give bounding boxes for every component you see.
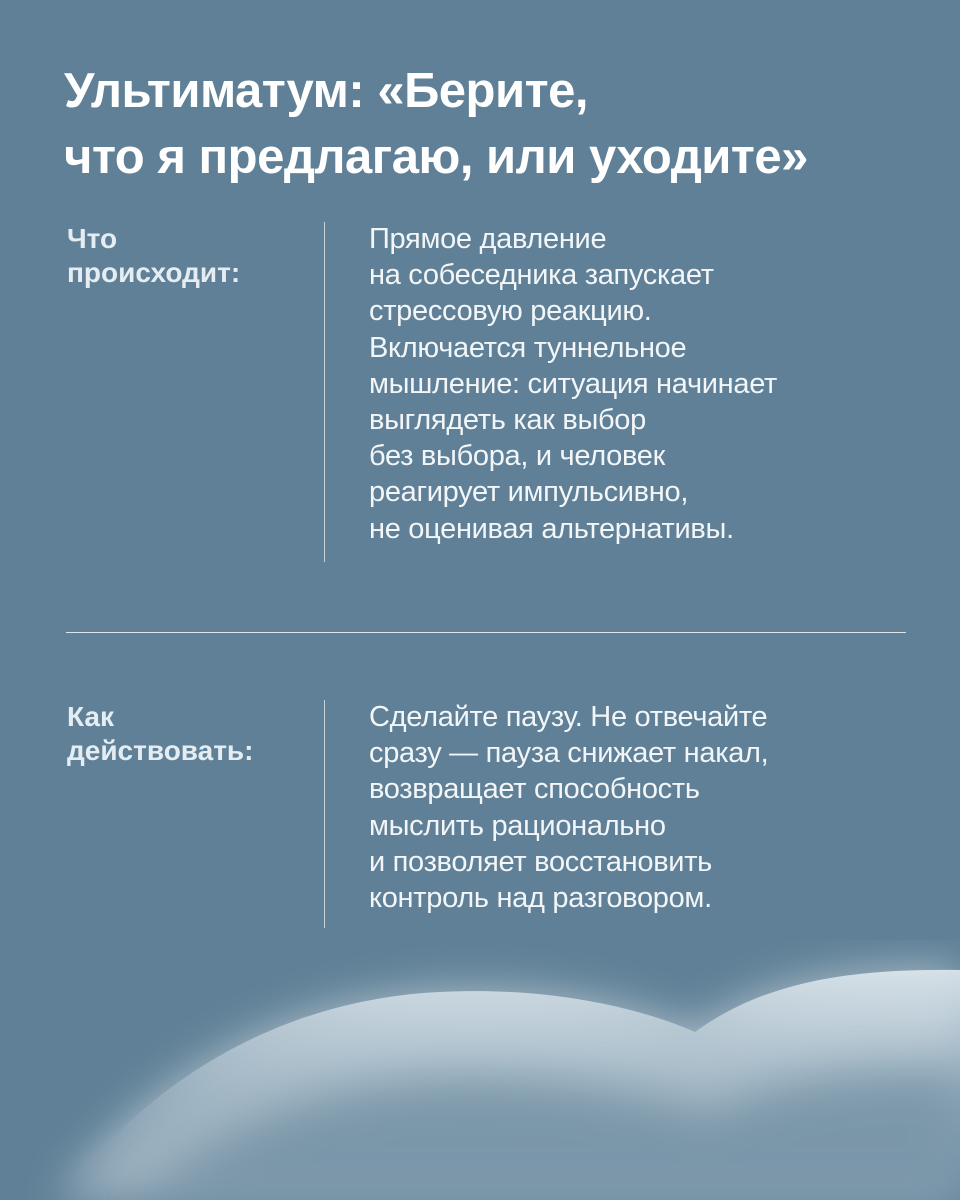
- label-line: действовать:: [67, 735, 254, 766]
- text-line: возвращает способность: [369, 773, 700, 806]
- text-line: без выбора, и человек: [369, 440, 665, 473]
- text-line: Включается туннельное: [369, 331, 687, 364]
- title-line-2: что я предлагаю, или уходите»: [64, 130, 808, 184]
- label-line: происходит:: [67, 257, 241, 288]
- text-line: реагирует импульсивно,: [369, 476, 689, 509]
- vertical-divider: [324, 700, 325, 928]
- text-line: мыслить рационально: [369, 809, 666, 842]
- text-line: выглядеть как выбор: [369, 404, 646, 437]
- horizontal-divider: [66, 632, 906, 633]
- page-title: [64, 58, 924, 190]
- text-line: на собеседника запускает: [369, 259, 714, 292]
- decorative-cloud-shape: [0, 940, 960, 1200]
- section-text: [369, 699, 929, 916]
- section-text: [369, 221, 929, 547]
- title-line-1: Ультиматум: «Берите,: [64, 64, 588, 118]
- label-line: Как: [67, 701, 115, 732]
- text-line: Прямое давление: [369, 223, 607, 255]
- section-label: [67, 700, 307, 768]
- text-line: не оценивая альтернативы.: [369, 512, 734, 545]
- text-line: Сделайте паузу. Не отвечайте: [369, 701, 768, 733]
- text-line: стрессовую реакцию.: [369, 295, 652, 328]
- section-label: [67, 222, 307, 290]
- text-line: мышление: ситуация начинает: [369, 367, 778, 400]
- text-line: и позволяет восстановить: [369, 845, 712, 878]
- label-line: Что: [67, 223, 118, 254]
- text-line: сразу — пауза снижает накал,: [369, 737, 769, 770]
- vertical-divider: [324, 222, 325, 562]
- text-line: контроль над разговором.: [369, 882, 712, 915]
